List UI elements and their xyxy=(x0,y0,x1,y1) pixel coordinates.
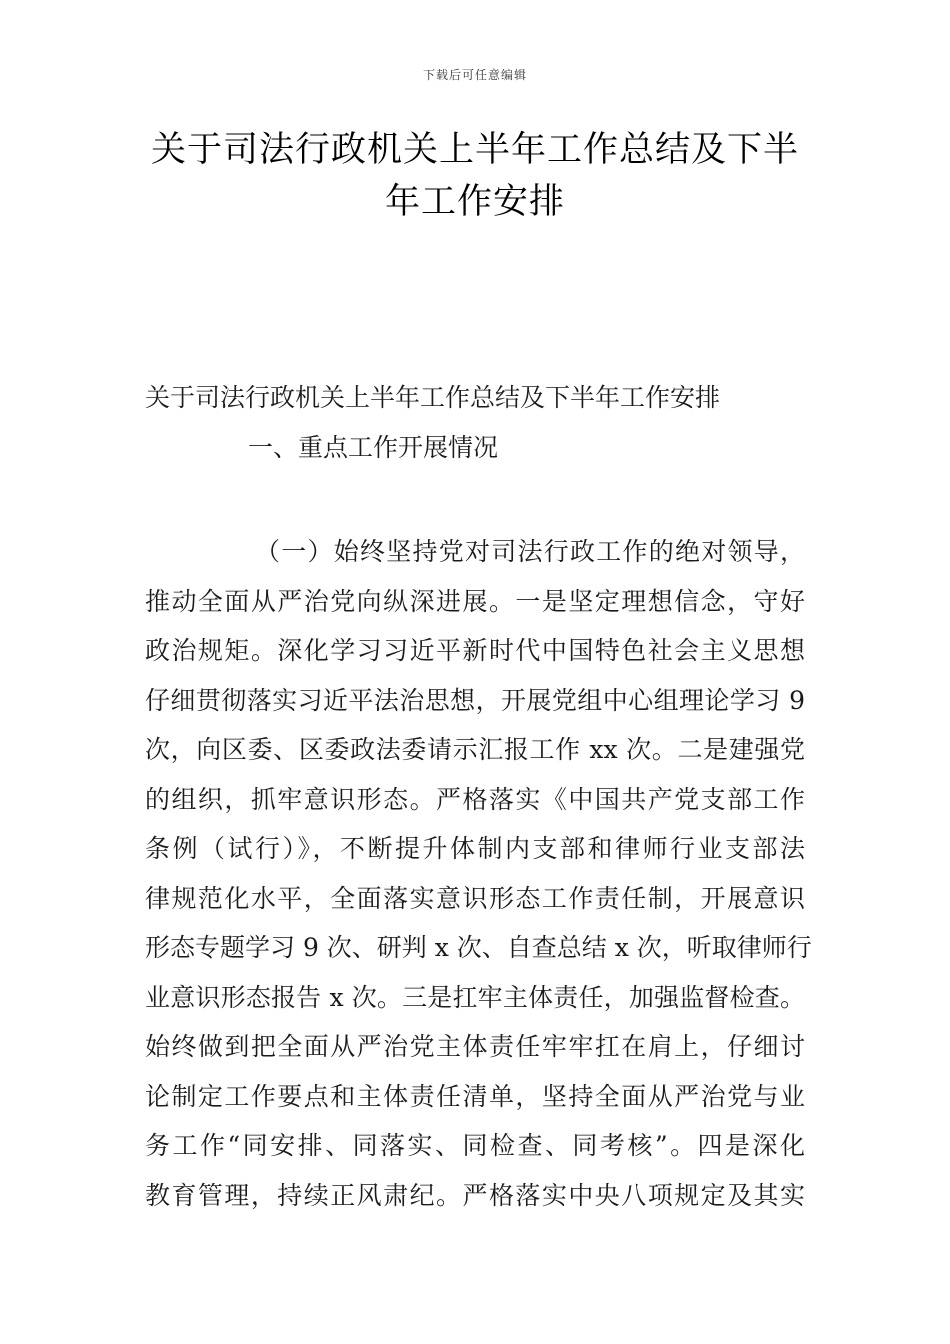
paragraph-line: 始终做到把全面从严治党主体责任牢牢扛在肩上，仔细讨 xyxy=(145,1032,805,1061)
paragraph-line: 形态专题学习 9 次、研判 x 次、自查总结 x 次，听取律师行 xyxy=(145,933,812,962)
paragraph-line: 政治规矩。深化学习习近平新时代中国特色社会主义思想 xyxy=(145,636,805,665)
document-title-line-1: 关于司法行政机关上半年工作总结及下半 xyxy=(150,130,799,170)
paragraph-line: 论制定工作要点和主体责任清单，坚持全面从严治党与业 xyxy=(145,1081,805,1111)
paragraph-line: 律规范化水平，全面落实意识形态工作责任制，开展意识 xyxy=(145,883,805,913)
header-note: 下载后可任意编辑 xyxy=(422,68,527,82)
paragraph-line: 业意识形态报告 x 次。三是扛牢主体责任，加强监督检查。 xyxy=(145,982,805,1012)
document-subtitle: 关于司法行政机关上半年工作总结及下半年工作安排 xyxy=(145,383,721,412)
paragraph-line: 务工作“同安排、同落实、同检查、同考核”。四是深化 xyxy=(145,1131,805,1160)
paragraph-line: 教育管理，持续正风肃纪。严格落实中央八项规定及其实 xyxy=(145,1180,805,1210)
document-title-line-2: 年工作安排 xyxy=(384,182,565,222)
paragraph-line: 推动全面从严治党向纵深进展。一是坚定理想信念，守好 xyxy=(145,586,805,616)
document-title xyxy=(140,124,810,228)
paragraph-line: 条例（试行）》，不断提升体制内支部和律师行业支部法 xyxy=(145,834,805,863)
paragraph-line: 仔细贯彻落实习近平法治思想，开展党组中心组理论学习 9 xyxy=(145,685,805,715)
paragraph-line: 次，向区委、区委政法委请示汇报工作 xx 次。二是建强党 xyxy=(145,735,805,764)
body-paragraph xyxy=(145,527,812,1220)
section-heading: 一、重点工作开展情况 xyxy=(248,433,499,462)
paragraph-line: （一）始终坚持党对司法行政工作的绝对领导， xyxy=(255,537,805,566)
paragraph-line: 的组织，抓牢意识形态。严格落实《中国共产党支部工作 xyxy=(145,784,805,814)
